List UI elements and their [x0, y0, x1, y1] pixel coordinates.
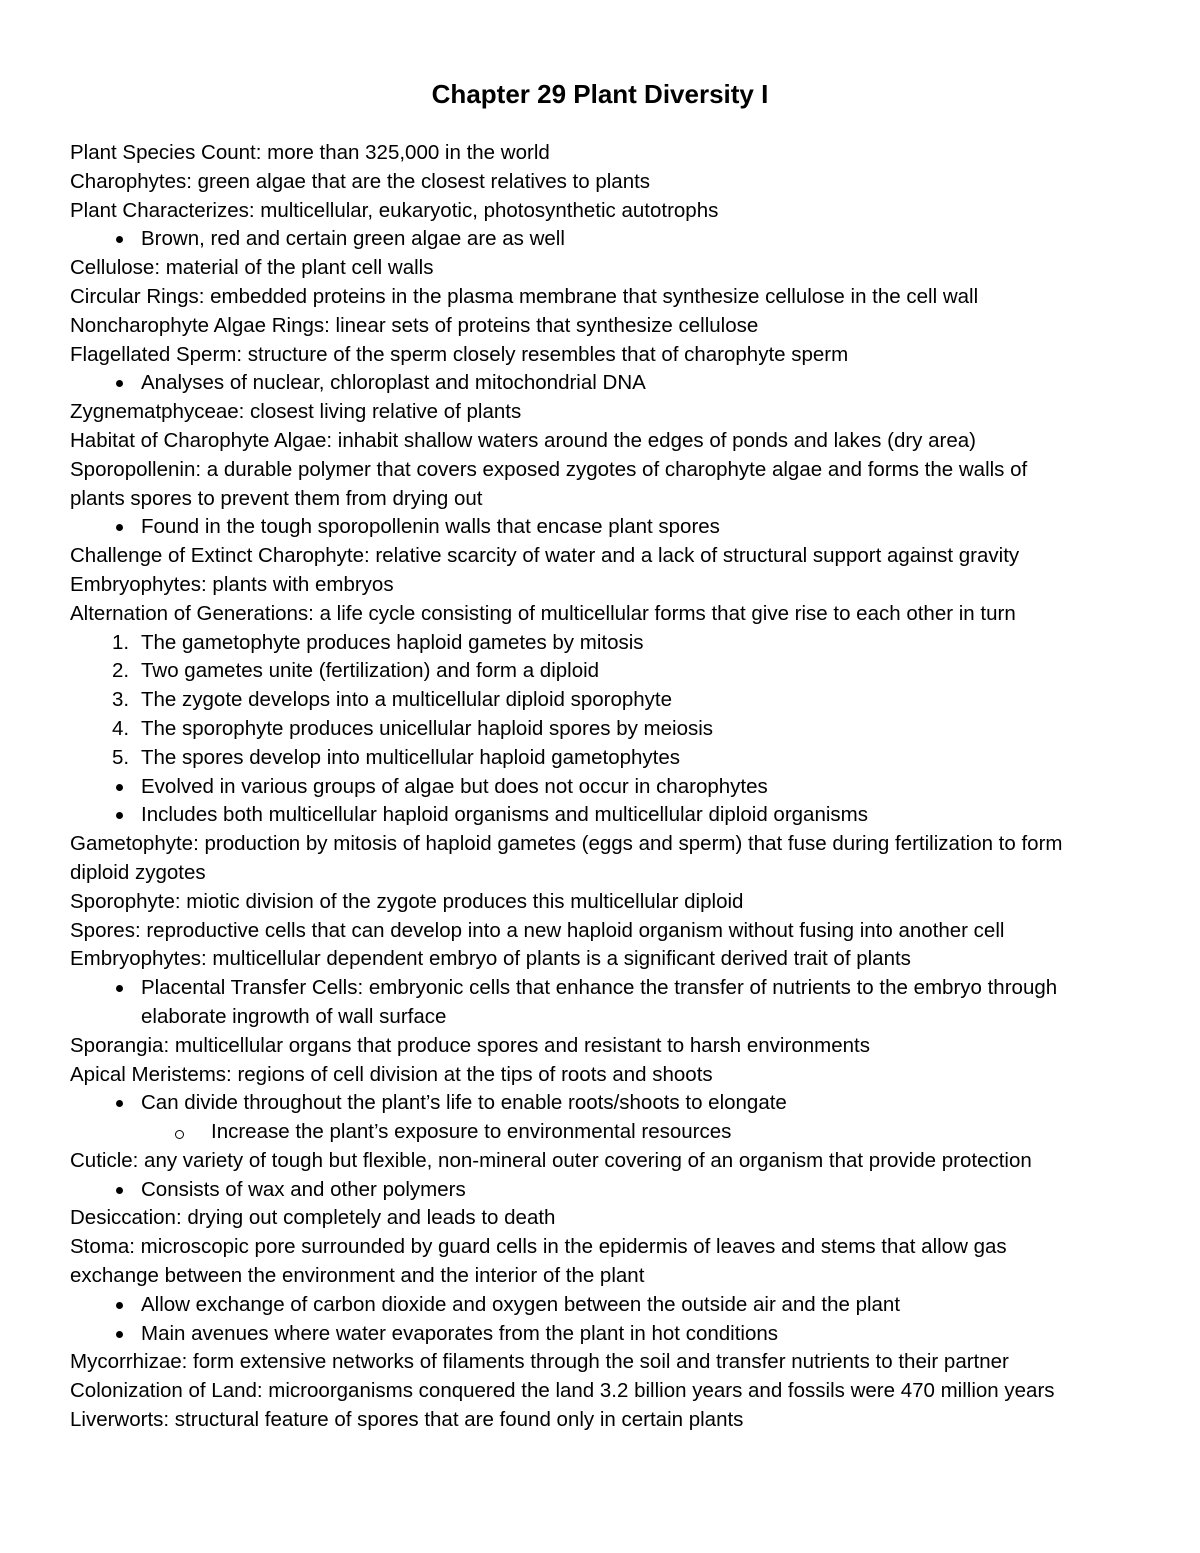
text-line — [70, 1061, 1160, 1090]
numbered-item — [70, 744, 1160, 773]
bullet-item — [70, 1089, 1160, 1118]
line-text: Gametophyte: production by mitosis of haploid gametes (eggs and sperm) that fuse during fertilization to form — [70, 832, 1063, 856]
bullet-item — [70, 1118, 1160, 1147]
document-body — [70, 139, 1160, 1435]
line-text: Noncharophyte Algae Rings: linear sets of proteins that synthesize cellulose — [70, 313, 759, 337]
list-number: 2. — [112, 659, 130, 683]
line-text: Found in the tough sporopollenin walls that encase plant spores — [141, 515, 720, 539]
bullet-item — [70, 369, 1160, 398]
line-text: Sporophyte: miotic division of the zygote produces this multicellular diploid — [70, 889, 744, 913]
line-text: Two gametes unite (fertilization) and form a diploid — [141, 659, 600, 683]
numbered-item — [70, 715, 1160, 744]
text-line — [70, 398, 1160, 427]
bullet-item — [70, 1291, 1160, 1320]
line-text: Circular Rings: embedded proteins in the plasma membrane that synthesize cellulose in the cell wall — [70, 284, 979, 308]
bullet-item — [70, 1176, 1160, 1205]
line-text: Includes both multicellular haploid organisms and multicellular diploid organisms — [141, 803, 868, 827]
text-line — [70, 1348, 1160, 1377]
line-text: exchange between the environment and the interior of the plant — [70, 1264, 645, 1288]
line-text: Placental Transfer Cells: embryonic cells that enhance the transfer of nutrients to the embryo through — [141, 976, 1058, 1000]
line-text: Colonization of Land: microorganisms conquered the land 3.2 billion years and fossils were 470 million years — [70, 1379, 1055, 1403]
text-line — [70, 168, 1160, 197]
list-number: 5. — [112, 745, 130, 769]
line-text: Zygnematphyceae: closest living relative of plants — [70, 400, 522, 424]
text-line — [70, 859, 1160, 888]
text-line — [70, 1032, 1160, 1061]
line-text: Apical Meristems: regions of cell division at the tips of roots and shoots — [70, 1062, 713, 1086]
text-line — [70, 1147, 1160, 1176]
continuation-line — [70, 1003, 1160, 1032]
text-line — [70, 1204, 1160, 1233]
numbered-item — [70, 629, 1160, 658]
bullet-item — [70, 513, 1160, 542]
line-text: Cuticle: any variety of tough but flexible, non-mineral outer covering of an organism that provide protection — [70, 1148, 1032, 1172]
line-text: The gametophyte produces haploid gametes by mitosis — [141, 630, 644, 654]
line-text: diploid zygotes — [70, 860, 206, 884]
line-text: Plant Species Count: more than 325,000 in the world — [70, 141, 550, 164]
bullet-item — [70, 801, 1160, 830]
line-text: Sporopollenin: a durable polymer that covers exposed zygotes of charophyte algae and forms the walls of — [70, 457, 1028, 481]
line-text: Plant Characterizes: multicellular, eukaryotic, photosynthetic autotrophs — [70, 198, 719, 222]
line-text: Charophytes: green algae that are the closest relatives to plants — [70, 169, 651, 193]
list-number: 3. — [112, 688, 130, 712]
numbered-item — [70, 686, 1160, 715]
line-text: Can divide throughout the plant’s life to enable roots/shoots to elongate — [141, 1091, 787, 1115]
list-number: 4. — [112, 716, 130, 740]
bullet-item — [70, 974, 1160, 1003]
line-text: Mycorrhizae: form extensive networks of filaments through the soil and transfer nutrients to their partner — [70, 1350, 1009, 1374]
line-text: Brown, red and certain green algae are as well — [141, 227, 565, 251]
line-text: Habitat of Charophyte Algae: inhabit shallow waters around the edges of ponds and lakes (dry area) — [70, 428, 976, 452]
line-text: Main avenues where water evaporates from the plant in hot conditions — [141, 1321, 779, 1345]
text-line — [70, 888, 1160, 917]
text-line — [70, 600, 1160, 629]
text-line — [70, 945, 1160, 974]
line-text: Consists of wax and other polymers — [141, 1177, 466, 1201]
line-text: Spores: reproductive cells that can develop into a new haploid organism without fusing into another cell — [70, 918, 1005, 942]
line-text: Embryophytes: multicellular dependent embryo of plants is a significant derived trait of plants — [70, 947, 911, 971]
text-line — [70, 312, 1160, 341]
line-text: elaborate ingrowth of wall surface — [141, 1004, 447, 1028]
bullet-item — [70, 773, 1160, 802]
bullet-item — [70, 1320, 1160, 1349]
text-line — [70, 1406, 1160, 1435]
text-line — [70, 427, 1160, 456]
line-text: Challenge of Extinct Charophyte: relative scarcity of water and a lack of structural support against gravity — [70, 544, 1020, 568]
line-text: Allow exchange of carbon dioxide and oxygen between the outside air and the plant — [141, 1292, 901, 1316]
line-text: Desiccation: drying out completely and leads to death — [70, 1206, 556, 1230]
list-number: 1. — [112, 630, 130, 654]
line-text: Stoma: microscopic pore surrounded by guard cells in the epidermis of leaves and stems that allow gas — [70, 1235, 1007, 1259]
bullet-item — [70, 225, 1160, 254]
text-line — [70, 283, 1160, 312]
text-line — [70, 542, 1160, 571]
text-line — [70, 1377, 1160, 1406]
line-text: Sporangia: multicellular organs that produce spores and resistant to harsh environments — [70, 1033, 870, 1057]
line-text: Cellulose: material of the plant cell walls — [70, 256, 434, 280]
line-text: Increase the plant’s exposure to environmental resources — [211, 1120, 732, 1144]
line-text: Analyses of nuclear, chloroplast and mitochondrial DNA — [141, 371, 646, 395]
text-line — [70, 1233, 1160, 1262]
line-text: Embryophytes: plants with embryos — [70, 572, 394, 596]
text-line — [70, 139, 1160, 168]
page-title: Chapter 29 Plant Diversity I — [431, 79, 769, 109]
line-text: The sporophyte produces unicellular haploid spores by meiosis — [141, 716, 714, 740]
text-line — [70, 254, 1160, 283]
text-line — [70, 341, 1160, 370]
text-line — [70, 197, 1160, 226]
line-text: Flagellated Sperm: structure of the sperm closely resembles that of charophyte sperm — [70, 342, 849, 366]
numbered-item — [70, 657, 1160, 686]
text-line — [70, 571, 1160, 600]
line-text: Evolved in various groups of algae but does not occur in charophytes — [141, 774, 768, 798]
text-line — [70, 485, 1160, 514]
text-line — [70, 830, 1160, 859]
line-text: plants spores to prevent them from drying out — [70, 486, 483, 510]
line-text: The spores develop into multicellular haploid gametophytes — [141, 745, 681, 769]
line-text: Liverworts: structural feature of spores that are found only in certain plants — [70, 1408, 744, 1432]
line-text: The zygote develops into a multicellular diploid sporophyte — [141, 688, 673, 712]
line-text: Alternation of Generations: a life cycle consisting of multicellular forms that give rise to each other in turn — [70, 601, 1016, 625]
text-line — [70, 456, 1160, 485]
text-line — [70, 917, 1160, 946]
text-line — [70, 1262, 1160, 1291]
